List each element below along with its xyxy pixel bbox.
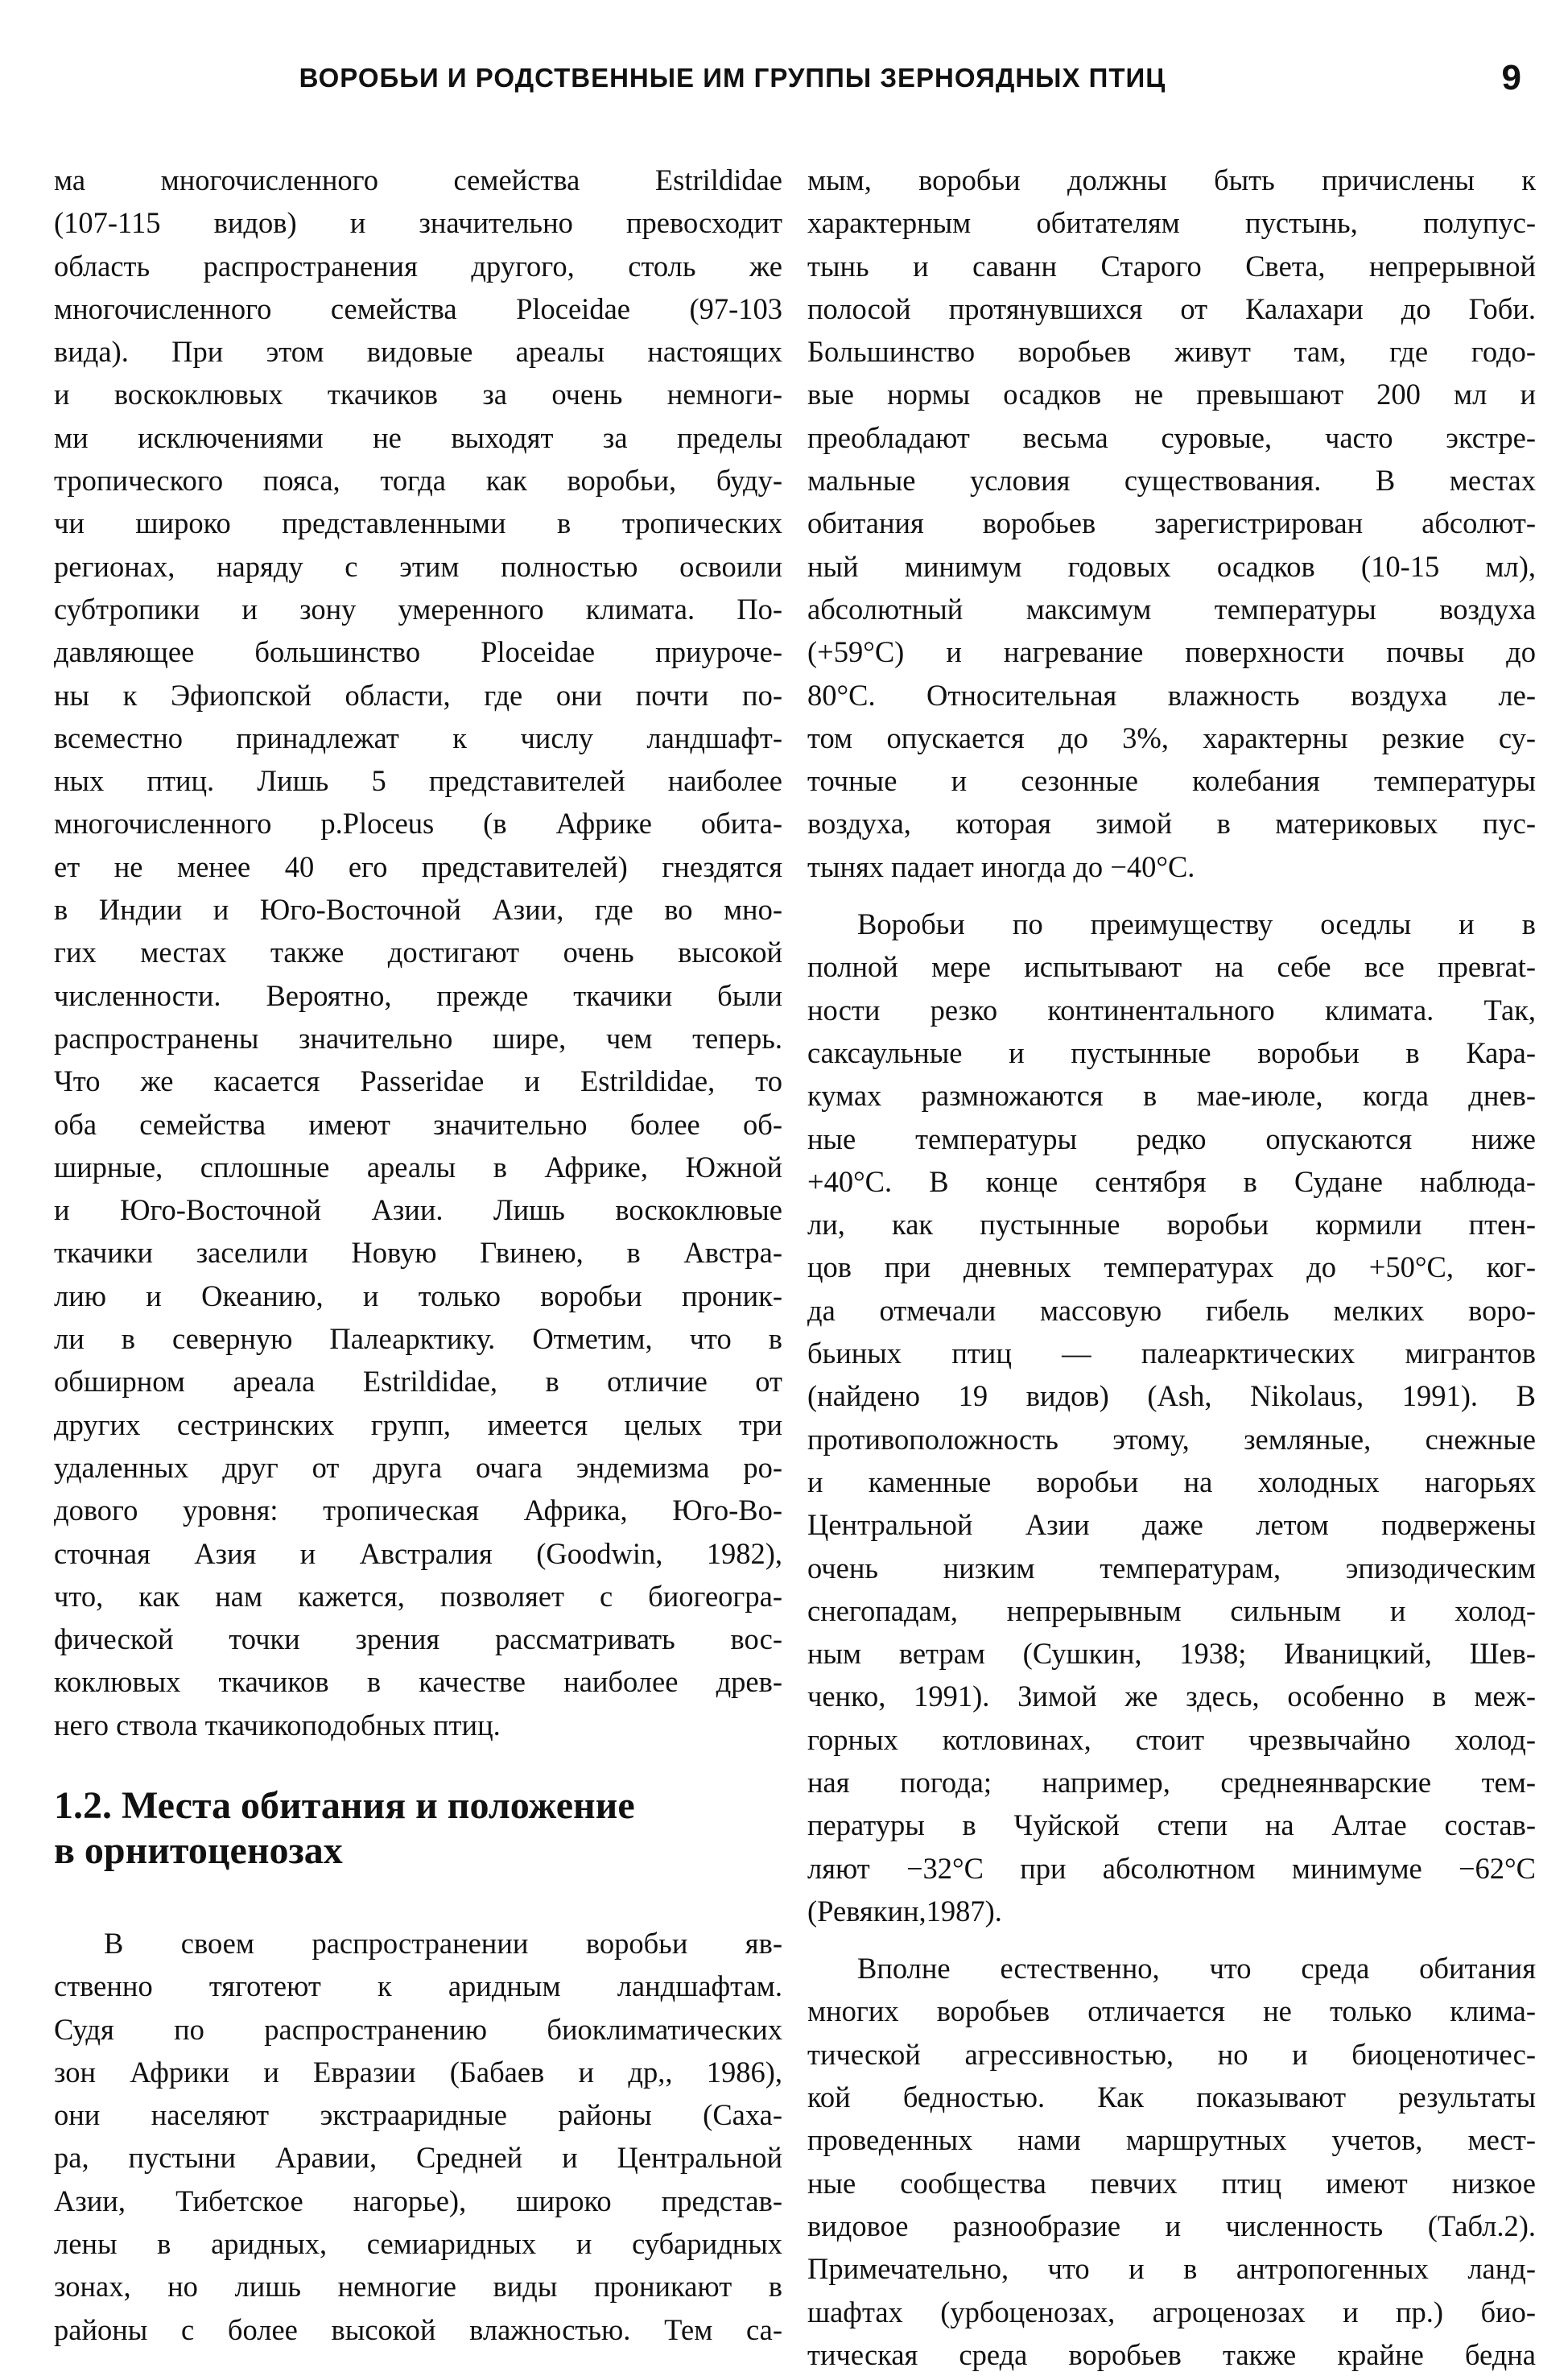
running-title: ВОРОБЬИ И РОДСТВЕННЫЕ ИМ ГРУППЫ ЗЕРНОЯДНЫХ ПТИЦ: [299, 63, 1166, 93]
text-line: Центральной Азии даже летом подвержены: [807, 1508, 1536, 1542]
text-line: численности. Вероятно, прежде ткачики были: [54, 978, 782, 1012]
text-line: него ствола ткачикоподобных птиц.: [54, 1708, 501, 1742]
text-line: +40°С. В конце сентября в Судане наблюда-: [807, 1164, 1536, 1198]
text-line: Примечательно, что и в антропогенных ланд-: [807, 2252, 1536, 2286]
text-line: воздуха, которая зимой в материковых пус-: [807, 807, 1536, 841]
paragraph: [807, 1947, 1536, 2376]
text-line: ет не менее 40 его представителей) гнездятся: [54, 849, 782, 883]
text-line: Вполне естественно, что среда обитания: [857, 1952, 1536, 1986]
right-column: [807, 159, 1536, 2376]
text-line: Что же касается Passeridae и Estrildidae, то: [54, 1064, 782, 1098]
text-line: ширные, сплошные ареалы в Африке, Южной: [54, 1150, 782, 1184]
text-line: Азии, Тибетское нагорье), широко представ-: [54, 2184, 782, 2217]
text-line: ный минимум годовых осадков (10-15 мл),: [807, 549, 1536, 583]
text-line: мым, воробьи должны быть причислены к: [807, 163, 1536, 196]
text-line: гих местах также достигают очень высокой: [54, 936, 782, 969]
text-line: что, как нам кажется, позволяет с биогеогра-: [54, 1579, 782, 1613]
paragraph: [54, 1922, 782, 2351]
text-line: преобладают весьма суровые, часто экстре-: [807, 420, 1536, 454]
paragraph: [807, 903, 1536, 1932]
text-line: полной мере испытывают на себе все превrat-: [807, 950, 1536, 984]
text-line: ных птиц. Лишь 5 представителей наиболее: [54, 764, 782, 798]
text-line: тынях падает иногда до −40°С.: [807, 849, 1195, 883]
text-line: ные температуры редко опускаются ниже: [807, 1122, 1536, 1155]
text-line: вида). При этом видовые ареалы настоящих: [54, 335, 782, 369]
text-line: (найдено 19 видов) (Ash, Nikolaus, 1991). В: [807, 1379, 1536, 1413]
text-line: (Ревякин,1987).: [807, 1894, 1002, 1928]
text-line: ным ветрам (Сушкин, 1938; Иваницкий, Шев-: [807, 1637, 1536, 1671]
text-line: и Юго-Восточной Азии. Лишь воскоклювые: [54, 1193, 782, 1227]
text-line: мальные условия существования. В местах: [807, 464, 1536, 498]
text-line: сточная Азия и Австралия (Goodwin, 1982),: [54, 1536, 782, 1570]
text-line: бьиных птиц — палеарктических мигрантов: [807, 1337, 1536, 1370]
text-line: ственно тяготеют к аридным ландшафтам.: [54, 1969, 782, 2003]
text-line: многих воробьев отличается не только клима-: [807, 1994, 1536, 2028]
text-line: горных котловинах, стоит чрезвычайно холод-: [807, 1722, 1536, 1756]
text-line: шафтах (урбоценозах, агроценозах и пр.) био-: [807, 2295, 1536, 2328]
page-header: [48, 58, 1521, 106]
text-line: давляющее большинство Ploceidae приуроче-: [54, 635, 782, 669]
text-line: проведенных нами маршрутных учетов, мест-: [807, 2123, 1536, 2157]
text-line: оба семейства имеют значительно более об-: [54, 1107, 782, 1141]
text-line: обширном ареала Estrildidae, в отличие от: [54, 1365, 782, 1399]
text-line: ляют −32°С при абсолютном минимуме −62°С: [807, 1851, 1536, 1885]
text-line: всеместно принадлежат к числу ландшафт-: [54, 721, 782, 754]
text-line: снегопадам, непрерывным сильным и холод-: [807, 1593, 1536, 1627]
text-line: Воробьи по преимуществу оседлы и в: [857, 907, 1536, 941]
text-line: кумах размножаются в мае-июле, когда днев-: [807, 1079, 1536, 1113]
text-line: ны к Эфиопской области, где они почти по-: [54, 678, 782, 712]
text-line: вые нормы осадков не превышают 200 мл и: [807, 378, 1536, 411]
text-line: районы с более высокой влажностью. Тем са-: [54, 2312, 782, 2346]
text-line: характерным обитателям пустынь, полупус-: [807, 206, 1536, 240]
text-line: многочисленного р.Ploceus (в Африке обита-: [54, 807, 782, 841]
text-line: и воскоклювых ткачиков за очень немноги-: [54, 378, 782, 411]
text-line: ченко, 1991). Зимой же здесь, особенно в меж-: [807, 1680, 1536, 1713]
text-line: распространены значительно шире, чем теперь.: [54, 1021, 782, 1055]
text-line: коклювых ткачиков в качестве наиболее древ-: [54, 1665, 782, 1699]
text-line: Большинство воробьев живут там, где годо-: [807, 335, 1536, 369]
text-line: ми исключениями не выходят за пределы: [54, 420, 782, 454]
paragraph: [807, 159, 1536, 888]
text-line: ности резко континентального климата. Так,: [807, 993, 1536, 1027]
heading-line: 1.2. Места обитания и положение: [54, 1783, 635, 1827]
text-line: ра, пустыни Аравии, Средней и Центральной: [54, 2141, 782, 2175]
text-line: фической точки зрения рассматривать вос-: [54, 1622, 782, 1656]
text-line: они населяют экстрааридные районы (Саха-: [54, 2098, 782, 2132]
text-line: (+59°С) и нагревание поверхности почвы до: [807, 635, 1536, 669]
text-line: кой бедностью. Как показывают результаты: [807, 2081, 1536, 2114]
text-line: ткачики заселили Новую Гвинею, в Австра-: [54, 1236, 782, 1270]
text-line: очень низким температурам, эпизодическим: [807, 1551, 1536, 1585]
text-line: тической агрессивностью, но и биоценотичес-: [807, 2037, 1536, 2071]
text-line: точные и сезонные колебания температуры: [807, 764, 1536, 798]
text-line: субтропики и зону умеренного климата. По-: [54, 592, 782, 626]
text-line: ная погода; например, среднеянварские тем-: [807, 1765, 1536, 1799]
text-line: абсолютный максимум температуры воздуха: [807, 592, 1536, 626]
text-line: ные сообщества певчих птиц имеют низкое: [807, 2166, 1536, 2200]
text-line: дового уровня: тропическая Африка, Юго-Во-: [54, 1494, 782, 1527]
text-line: пературы в Чуйской степи на Алтае состав-: [807, 1808, 1536, 1842]
text-line: зонах, но лишь немногие виды проникают в: [54, 2270, 782, 2304]
text-line: удаленных друг от друга очага эндемизма ро-: [54, 1450, 782, 1484]
page-number: 9: [1501, 58, 1521, 97]
text-line: 80°С. Относительная влажность воздуха ле-: [807, 678, 1536, 712]
heading-line: в орнитоценозах: [54, 1828, 343, 1872]
text-line: ма многочисленного семейства Estrildidae: [54, 163, 782, 196]
text-line: противоположность этому, земляные, снежные: [807, 1422, 1536, 1456]
text-line: цов при дневных температурах до +50°С, ког-: [807, 1250, 1536, 1284]
section-heading: [54, 1783, 782, 1874]
text-line: в Индии и Юго-Восточной Азии, где во мно-: [54, 893, 782, 927]
text-line: область распространения другого, столь же: [54, 249, 782, 283]
text-line: и каменные воробьи на холодных нагорьях: [807, 1465, 1536, 1498]
text-line: чи широко представленными в тропических: [54, 506, 782, 540]
text-line: лены в аридных, семиаридных и субаридных: [54, 2227, 782, 2261]
text-line: том опускается до 3%, характерны резкие су-: [807, 721, 1536, 754]
text-line: Судя по распространению биоклиматических: [54, 2012, 782, 2046]
text-line: тынь и саванн Старого Света, непрерывной: [807, 249, 1536, 283]
text-line: тропического пояса, тогда как воробьи, буду-: [54, 464, 782, 498]
text-line: полосой протянувшихся от Калахари до Гоби.: [807, 291, 1536, 325]
text-line: саксаульные и пустынные воробьи в Кара-: [807, 1035, 1536, 1069]
left-column: [54, 159, 782, 2351]
text-line: В своем распространении воробьи яв-: [104, 1926, 782, 1960]
text-line: ли, как пустынные воробьи кормили птен-: [807, 1208, 1536, 1242]
text-line: тическая среда воробьев также крайне бедна: [807, 2337, 1536, 2371]
text-line: лию и Океанию, и только воробьи проник-: [54, 1279, 782, 1312]
text-line: регионах, наряду с этим полностью освоили: [54, 549, 782, 583]
text-line: других сестринских групп, имеется целых три: [54, 1407, 782, 1441]
text-line: (107-115 видов) и значительно превосходит: [54, 206, 782, 240]
text-line: да отмечали массовую гибель мелких воро-: [807, 1293, 1536, 1327]
text-line: многочисленного семейства Ploceidae (97-103: [54, 291, 782, 325]
text-line: видовое разнообразие и численность (Табл.2).: [807, 2209, 1536, 2242]
text-line: обитания воробьев зарегистрирован абсолют-: [807, 506, 1536, 540]
text-line: зон Африки и Евразии (Бабаев и др,, 1986),: [54, 2055, 782, 2089]
paragraph: [54, 159, 782, 1746]
text-line: ли в северную Палеарктику. Отметим, что в: [54, 1322, 782, 1356]
